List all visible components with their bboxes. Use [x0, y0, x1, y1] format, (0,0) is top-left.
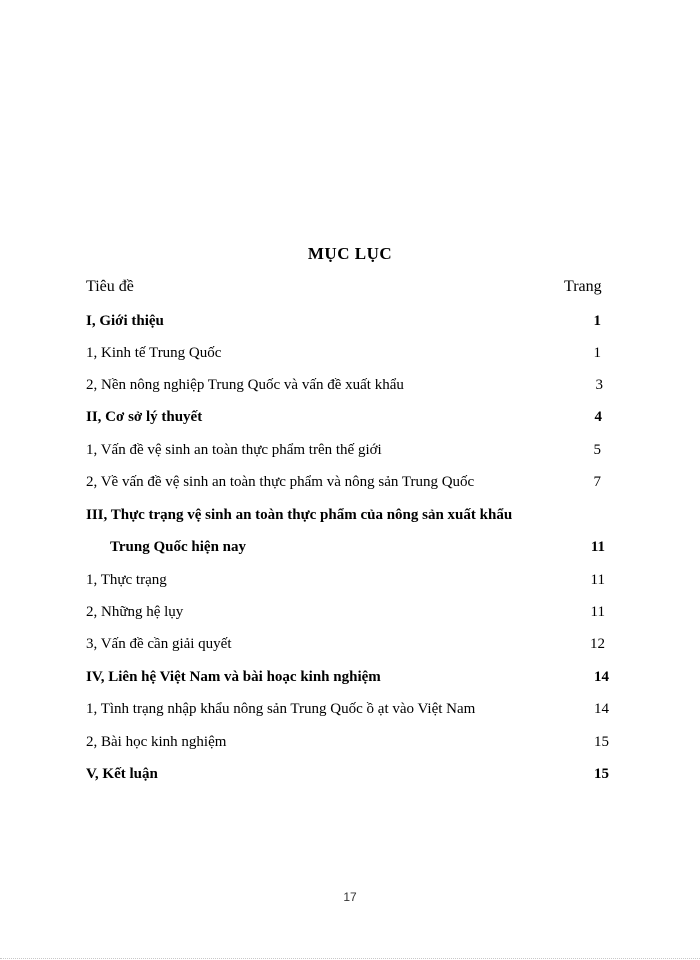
toc-entry: [0, 345, 700, 367]
toc-header-title: Tiêu đề: [86, 278, 134, 295]
toc-entry-page: 11: [590, 604, 605, 620]
toc-entry: [0, 377, 700, 399]
toc-entry-page: 1: [593, 313, 601, 329]
toc-entry-label: 1, Thực trạng: [86, 572, 167, 588]
toc-entry: [0, 669, 700, 691]
toc-entry: [0, 636, 700, 658]
toc-entry-label: 1, Vấn đề vệ sinh an toàn thực phẩm trên thế giới: [86, 442, 382, 458]
toc-title: MỤC LỤC: [307, 244, 393, 263]
toc-entry-label: I, Giới thiệu: [86, 313, 164, 329]
toc-entry-page: 15: [594, 734, 609, 750]
toc-entry: [0, 604, 700, 626]
toc-entry-page: 14: [594, 669, 609, 685]
toc-entry: [0, 572, 700, 594]
page-number: 17: [343, 890, 357, 904]
toc-entry-page: 3: [595, 377, 603, 393]
toc-entry: [0, 409, 700, 431]
toc-entry-page: 14: [594, 701, 609, 717]
toc-entry-page: 12: [590, 636, 605, 652]
toc-entry: [0, 539, 700, 561]
toc-entry-page: 7: [593, 474, 601, 490]
toc-entry: [0, 734, 700, 756]
page-bottom-divider: [0, 958, 700, 959]
toc-entry: [0, 442, 700, 464]
toc-entry-page: 5: [593, 442, 601, 458]
toc-entry: [0, 766, 700, 788]
toc-header-page: Trang: [564, 278, 602, 295]
toc-entry-label: IV, Liên hệ Việt Nam và bài hoạc kinh nghiệm: [86, 669, 381, 685]
toc-entry-label: 2, Bài học kinh nghiệm: [86, 734, 227, 750]
toc-entry-label: 2, Những hệ lụy: [86, 604, 184, 620]
toc-entry-label: II, Cơ sở lý thuyết: [86, 409, 203, 425]
toc-entry-page: 11: [590, 539, 605, 555]
toc-entry-label: III, Thực trạng vệ sinh an toàn thực phẩm của nông sản xuất khẩu: [86, 507, 513, 523]
toc-entry: [0, 474, 700, 496]
toc-entry: [0, 701, 700, 723]
toc-entry-label: Trung Quốc hiện nay: [110, 539, 247, 555]
toc-entry-label: 3, Vấn đề cần giải quyết: [86, 636, 232, 652]
toc-entry: [0, 507, 700, 529]
toc-entry-page: 1: [593, 345, 601, 361]
toc-entry-page: 15: [594, 766, 609, 782]
toc-entry-label: 1, Kinh tế Trung Quốc: [86, 345, 222, 361]
toc-entry-label: 2, Nền nông nghiệp Trung Quốc và vấn đề xuất khẩu: [86, 377, 404, 393]
toc-entry-label: 1, Tình trạng nhập khẩu nông sản Trung Quốc ồ ạt vào Việt Nam: [86, 701, 476, 717]
toc-entry-label: 2, Về vấn đề vệ sinh an toàn thực phẩm và nông sản Trung Quốc: [86, 474, 475, 490]
toc-entry-label: V, Kết luận: [86, 766, 158, 782]
toc-entry: [0, 313, 700, 335]
toc-entry-page: 4: [594, 409, 602, 425]
toc-entry-page: 11: [590, 572, 605, 588]
